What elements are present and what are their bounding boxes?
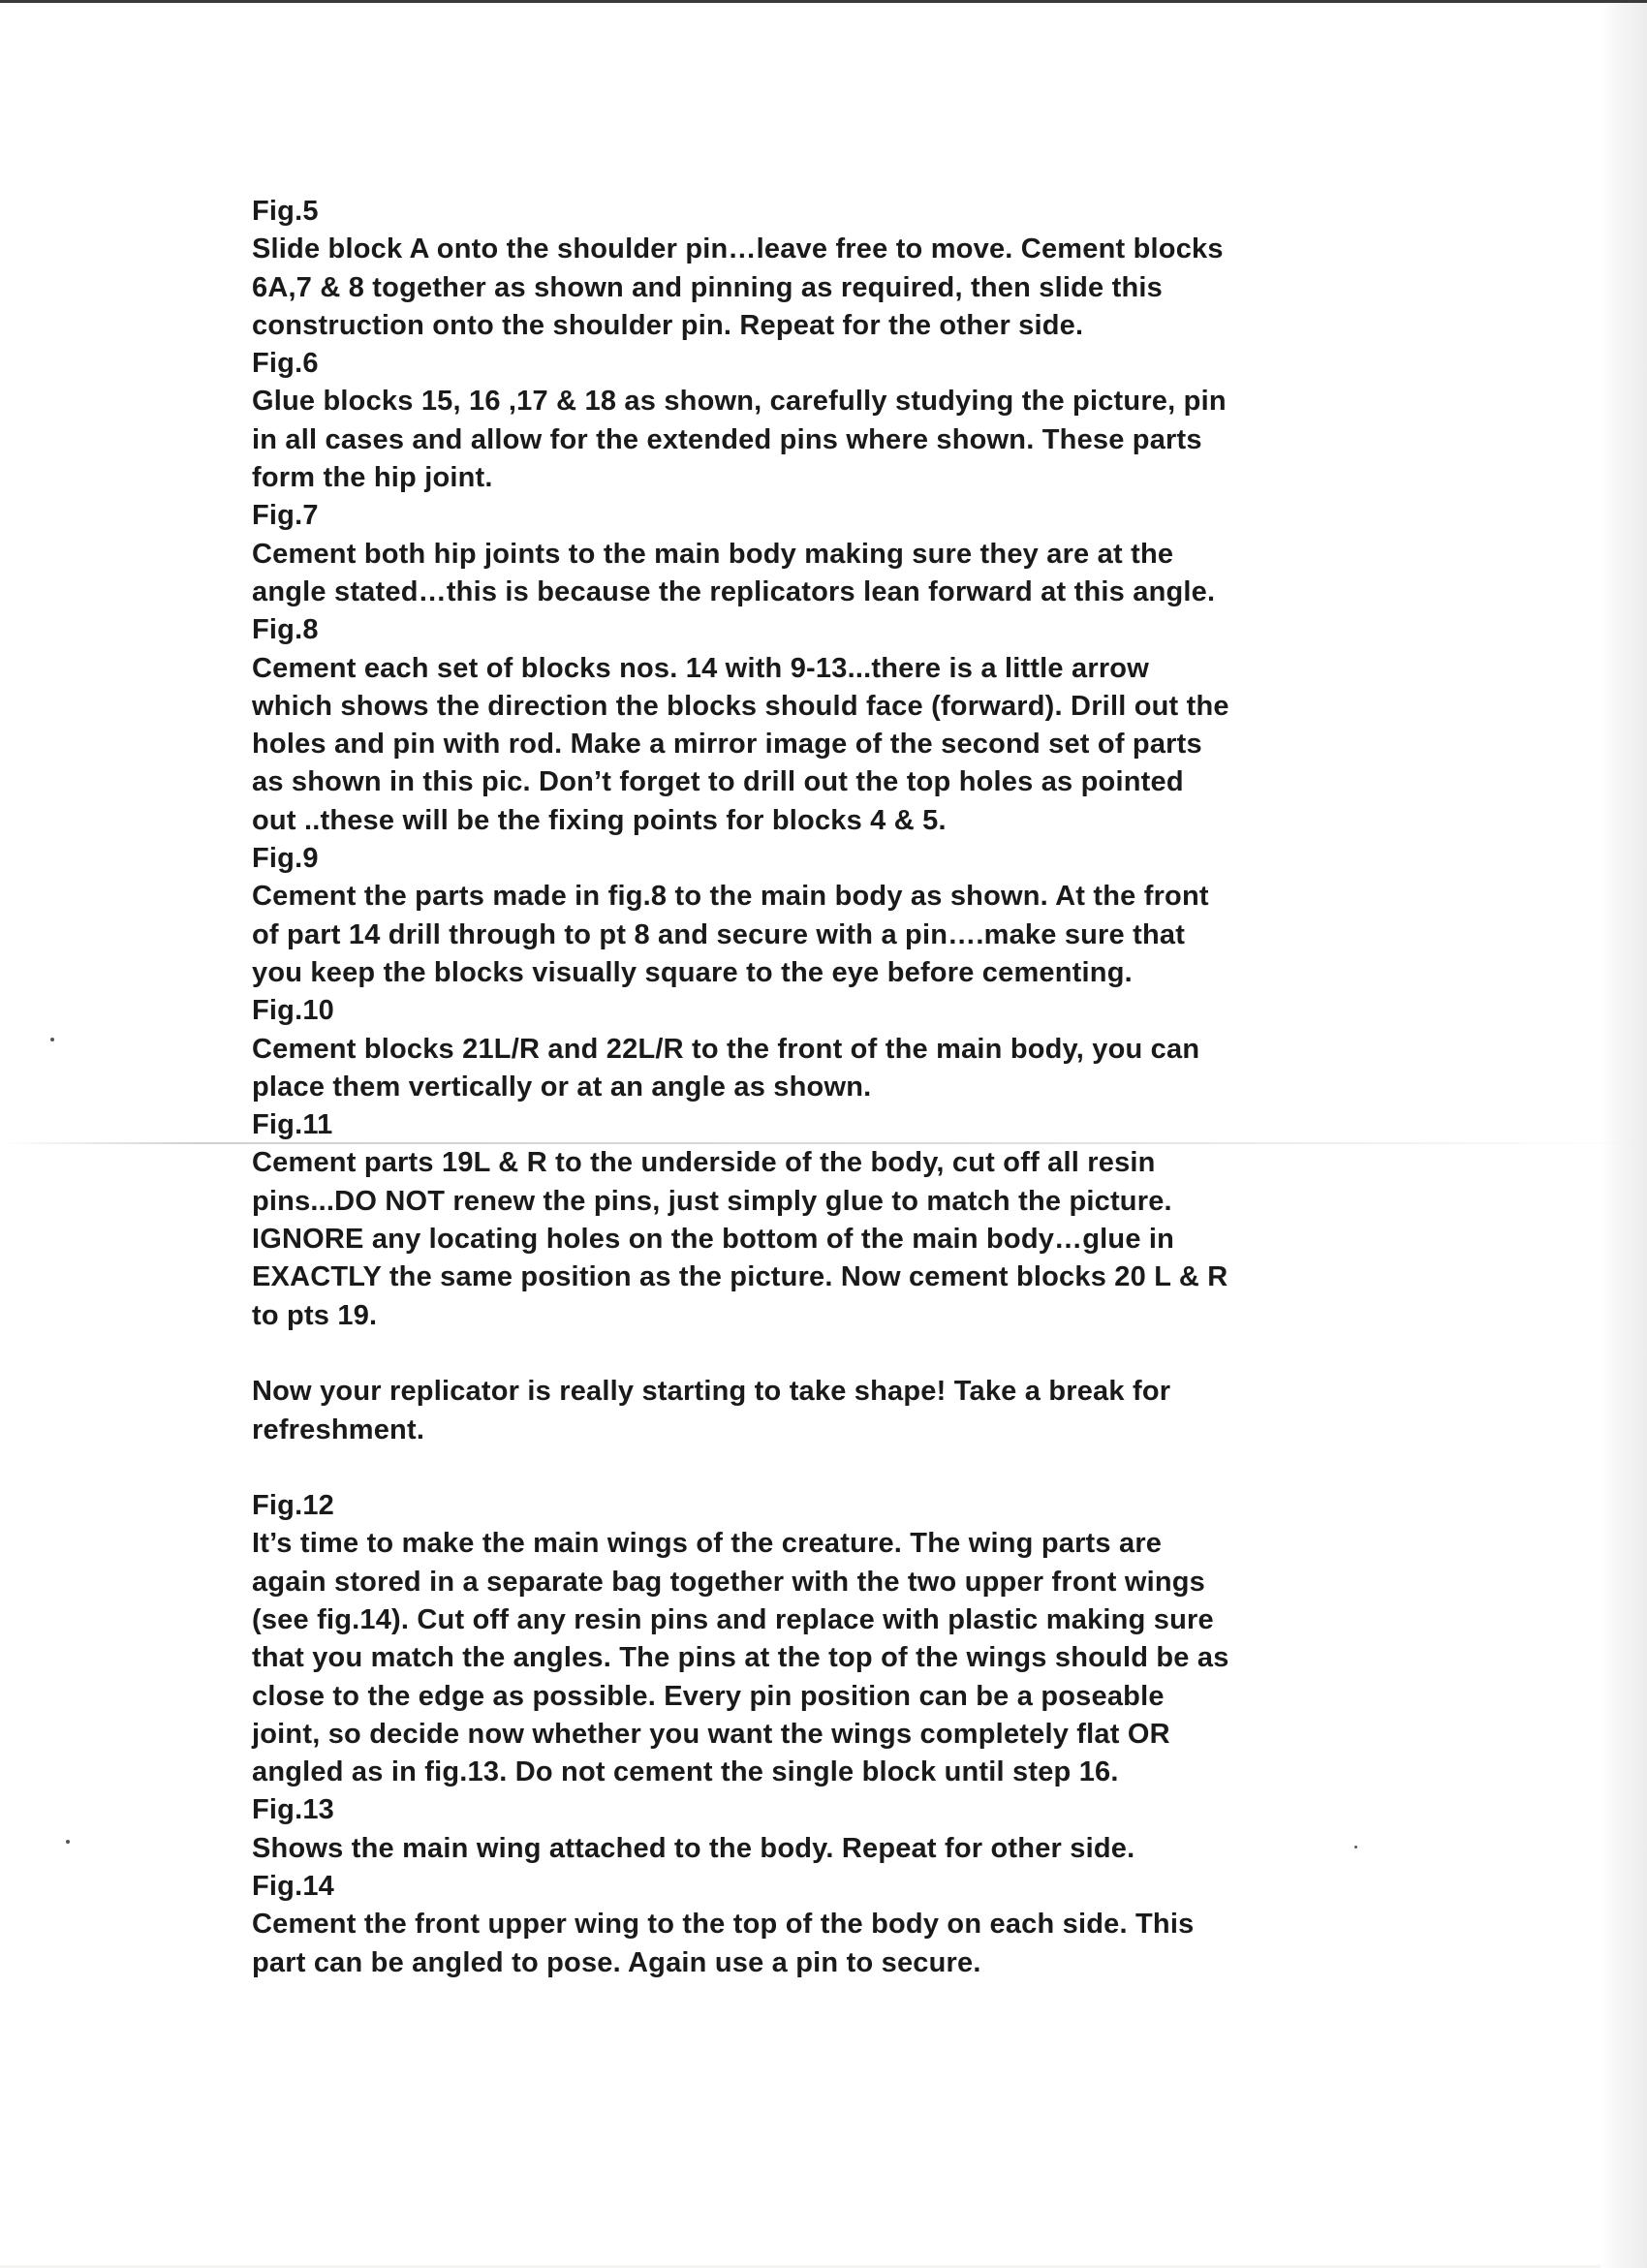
fig5-heading: Fig.5: [252, 196, 319, 227]
fig9-heading: Fig.9: [252, 843, 319, 875]
fig6-heading: Fig.6: [252, 348, 319, 380]
fig6-text: Glue blocks 15, 16 ,17 & 18 as shown, carefully studying the picture, pin in all cases and allow for the extended pins where shown. These parts form the hip joint.: [252, 386, 1227, 494]
fig8-heading: Fig.8: [252, 614, 319, 646]
fig9-text: Cement the parts made in fig.8 to the main body as shown. At the front of part 14 drill through to pt 8 and secure with a pin….make sure that you keep the blocks visually square to the eye before cementing.: [252, 881, 1209, 988]
fig12-heading: Fig.12: [252, 1490, 334, 1522]
fig13-section: [252, 1791, 1385, 1868]
fig7-heading: Fig.7: [252, 500, 319, 532]
blank-line: [252, 1449, 1385, 1487]
interlude-text: Now your replicator is really starting to take shape! Take a break for refreshment.: [252, 1376, 1171, 1445]
fig13-text: Shows the main wing attached to the body. Repeat for other side.: [252, 1832, 1135, 1864]
fig11-text: Cement parts 19L & R to the underside of the body, cut off all resin pins...DO NOT renew the pins, just simply glue to match the picture. IGNORE any locating holes on the bottom of the main body…glue in EXACTLY the same position as the picture. Now cement blocks 20 L & R to pts 19.: [252, 1147, 1228, 1331]
fig8-text: Cement each set of blocks nos. 14 with 9-13...there is a little arrow which shows the direction the blocks should face (forward). Drill out the holes and pin with rod. Make a mirror image of the second set of parts as shown in this pic. Don’t forget to drill out the top holes as pointed out ..these will be the fixing points for blocks 4 & 5.: [252, 652, 1229, 836]
fig8-section: [252, 611, 1385, 840]
fig14-section: [252, 1868, 1385, 1982]
scan-speck: [66, 1840, 70, 1844]
blank-line: [252, 1335, 1385, 1373]
fig10-section: [252, 992, 1385, 1106]
fig14-text: Cement the front upper wing to the top of the body on each side. This part can be angled to pose. Again use a pin to secure.: [252, 1909, 1195, 1978]
fig11-section: [252, 1106, 1385, 1335]
fig13-heading: Fig.13: [252, 1794, 334, 1826]
fig10-heading: Fig.10: [252, 995, 334, 1027]
fig12-section: [252, 1487, 1385, 1791]
fig11-heading: Fig.11: [252, 1109, 333, 1141]
fig10-text: Cement blocks 21L/R and 22L/R to the front of the main body, you can place them vertically or at an angle as shown.: [252, 1033, 1200, 1103]
fig5-text: Slide block A onto the shoulder pin…leave free to move. Cement blocks 6A,7 & 8 together as shown and pinning as required, then slide this construction onto the shoulder pin. Repeat for the other side.: [252, 233, 1224, 341]
fig6-section: [252, 345, 1385, 497]
page-edge-shadow: [1600, 3, 1647, 2268]
fig12-text: It’s time to make the main wings of the creature. The wing parts are again stored in a separate bag together with the two upper front wings (see fig.14). Cut off any resin pins and replace with plastic making sure that you match the angles. The pins at the top of the wings should be as close to the edge as possible. Every pin position can be a poseable joint, so decide now whether you want the wings completely flat OR angled as in fig.13. Do not cement the single block until step 16.: [252, 1528, 1229, 1788]
scan-speck: [50, 1038, 54, 1041]
fig7-text: Cement both hip joints to the main body making sure they are at the angle stated…this is because the replicators lean forward at this angle.: [252, 538, 1216, 607]
fig5-section: [252, 193, 1385, 345]
fig9-section: [252, 840, 1385, 992]
instructions-text: [252, 193, 1385, 1982]
fig7-section: [252, 497, 1385, 611]
fig14-heading: Fig.14: [252, 1871, 334, 1903]
